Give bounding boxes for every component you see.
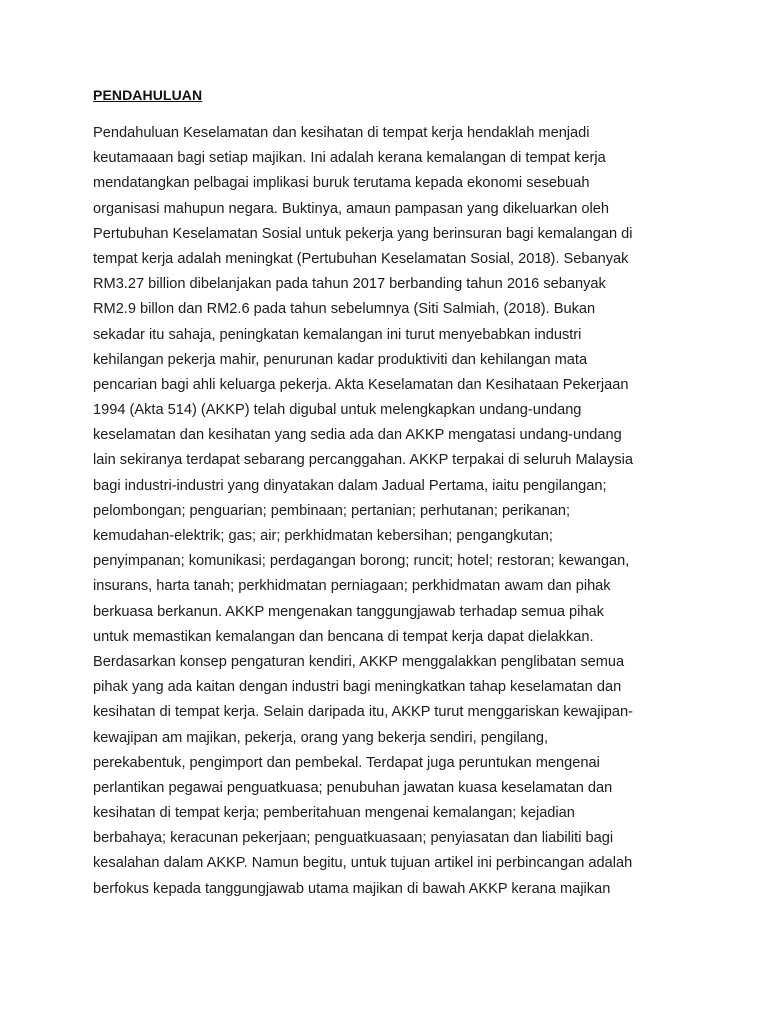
paragraph-line: keutamaaan bagi setiap majikan. Ini adalah kerana kemalangan di tempat kerja <box>93 150 606 167</box>
paragraph-line: organisasi mahupun negara. Buktinya, amaun pampasan yang dikeluarkan oleh <box>93 200 609 217</box>
paragraph-line: kesihatan di tempat kerja. Selain daripada itu, AKKP turut menggariskan kewajipan- <box>93 704 634 721</box>
paragraph-line: kewajipan am majikan, pekerja, orang yang bekerja sendiri, pengilang, <box>93 729 549 746</box>
paragraph-line: berfokus kepada tanggungjawab utama majikan di bawah AKKP kerana majikan <box>93 880 611 897</box>
paragraph-line: pencarian bagi ahli keluarga pekerja. Akta Keselamatan dan Kesihataan Pekerjaan <box>93 376 629 393</box>
paragraph-line: lain sekiranya terdapat sebarang percanggahan. AKKP terpakai di seluruh Malaysia <box>93 452 634 469</box>
paragraph-line: pelombongan; penguarian; pembinaan; pertanian; perhutanan; perikanan; <box>93 502 571 519</box>
paragraph-line: perekabentuk, pengimport dan pembekal. Terdapat juga peruntukan mengenai <box>93 754 600 771</box>
paragraph-line: Pertubuhan Keselamatan Sosial untuk pekerja yang berinsuran bagi kemalangan di <box>93 225 633 242</box>
paragraph-line: kesalahan dalam AKKP. Namun begitu, untuk tujuan artikel ini perbincangan adalah <box>93 855 633 872</box>
paragraph-line: kehilangan pekerja mahir, penurunan kadar produktiviti dan kehilangan mata <box>93 351 588 368</box>
paragraph-line: RM3.27 billion dibelanjakan pada tahun 2017 berbanding tahun 2016 sebanyak <box>93 276 606 293</box>
body-paragraph <box>93 121 673 902</box>
paragraph-line: sekadar itu sahaja, peningkatan kemalangan ini turut menyebabkan industri <box>93 326 582 343</box>
paragraph-line: untuk memastikan kemalangan dan bencana di tempat kerja dapat dielakkan. <box>93 628 594 645</box>
paragraph-line: mendatangkan pelbagai implikasi buruk terutama kepada ekonomi sesebuah <box>93 175 590 192</box>
paragraph-line: kesihatan di tempat kerja; pemberitahuan mengenai kemalangan; kejadian <box>93 805 575 822</box>
paragraph-line: Berdasarkan konsep pengaturan kendiri, AKKP menggalakkan penglibatan semua <box>93 653 625 670</box>
paragraph-line: keselamatan dan kesihatan yang sedia ada dan AKKP mengatasi undang-undang <box>93 427 622 444</box>
paragraph-line: Pendahuluan Keselamatan dan kesihatan di tempat kerja hendaklah menjadi <box>93 125 590 141</box>
paragraph-line: perlantikan pegawai penguatkuasa; penubuhan jawatan kuasa keselamatan dan <box>93 779 613 796</box>
paragraph-line: berbahaya; keracunan pekerjaan; penguatkuasaan; penyiasatan dan liabiliti bagi <box>93 830 614 847</box>
paragraph-line: RM2.9 billon dan RM2.6 pada tahun sebelumnya (Siti Salmiah, (2018). Bukan <box>93 301 596 318</box>
paragraph-line: berkuasa berkanun. AKKP mengenakan tanggungjawab terhadap semua pihak <box>93 603 604 620</box>
section-heading: PENDAHULUAN <box>93 87 203 103</box>
paragraph-line: penyimpanan; komunikasi; perdagangan borong; runcit; hotel; restoran; kewangan, <box>93 553 630 570</box>
paragraph-line: tempat kerja adalah meningkat (Pertubuhan Keselamatan Sosial, 2018). Sebanyak <box>93 250 629 267</box>
paragraph-line: bagi industri-industri yang dinyatakan dalam Jadual Pertama, iaitu pengilangan; <box>93 477 607 494</box>
paragraph-line: 1994 (Akta 514) (AKKP) telah digubal untuk melengkapkan undang-undang <box>93 402 582 419</box>
paragraph-line: insurans, harta tanah; perkhidmatan perniagaan; perkhidmatan awam dan pihak <box>93 578 611 595</box>
paragraph-line: pihak yang ada kaitan dengan industri bagi meningkatkan tahap keselamatan dan <box>93 679 622 696</box>
paragraph-line: kemudahan-elektrik; gas; air; perkhidmatan kebersihan; pengangkutan; <box>93 528 553 544</box>
